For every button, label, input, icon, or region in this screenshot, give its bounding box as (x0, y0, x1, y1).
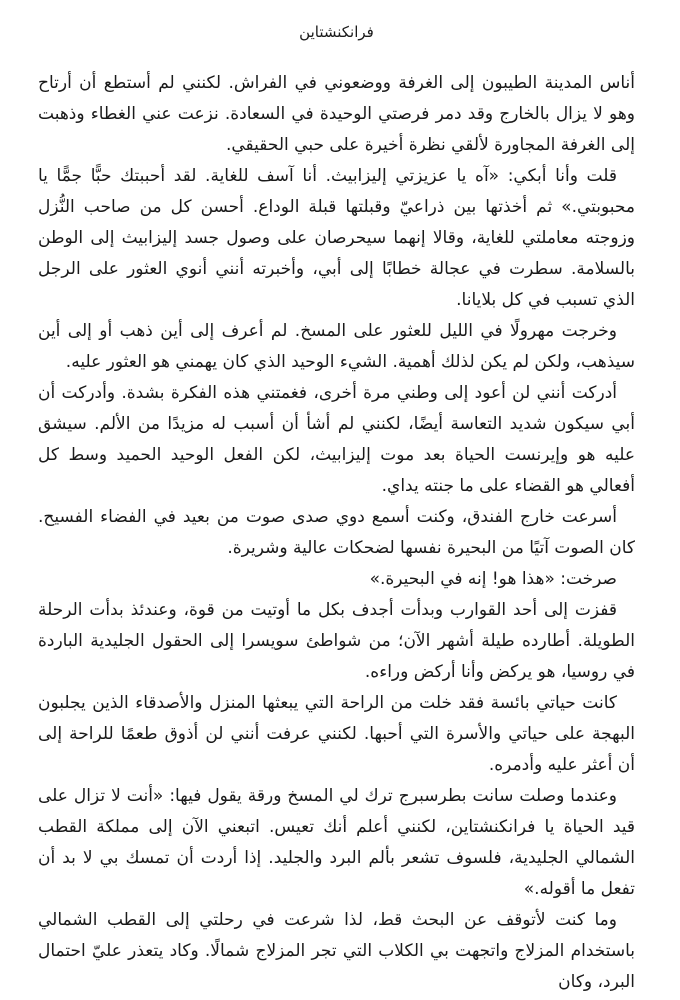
paragraph: قفزت إلى أحد القوارب وبدأت أجدف بكل ما أوتيت من قوة، وعندئذ بدأت الرحلة الطويلة. أطارده طيلة أشهر الآن؛ من شواطئ سويسرا إلى الحقول الجليدية الباردة في روسيا، هو يركض وأنا أركض وراءه. (38, 600, 635, 682)
paragraph: أدركت أنني لن أعود إلى وطني مرة أخرى، فغمتني هذه الفكرة بشدة. وأدركت أن أبي سيكون شديد التعاسة أيضًا، لكنني لم أشأ أن أسبب له مزيدًا من الألم. سيشق عليه هو وإيرنست الحياة بعد موت إليزابيث، لكن الفعل الوحيد الحميد وسط كل أفعالي هو القضاء على ما جنته يداي. (38, 383, 635, 496)
running-title: فرانكنشتاين (299, 23, 374, 41)
paragraph: وما كنت لأتوقف عن البحث قط، لذا شرعت في رحلتي إلى القطب الشمالي باستخدام المزلاج واتجهت بي الكلاب التي تجر المزلاج شمالًا. وكاد يتعذر عليّ احتمال البرد، وكان (38, 910, 635, 992)
paragraph: كانت حياتي بائسة فقد خلت من الراحة التي يبعثها المنزل والأصدقاء الذين يجلبون البهجة على حياتي والأسرة التي أحبها. لكنني عرفت أنني لن أذوق طعمًا للراحة إلى أن أعثر عليه وأدمره. (38, 693, 635, 775)
paragraph: وعندما وصلت سانت بطرسبرج ترك لي المسخ ورقة يقول فيها: «أنت لا تزال على قيد الحياة يا فرانكنشتاين، لكنني أعلم أنك تعيس. اتبعني الآن إلى مملكة القطب الشمالي الجليدية، فلسوف تشعر بألم البرد والجليد. إذا أردت أن تمسك بي لا بد أن تفعل ما أقوله.» (38, 786, 635, 899)
paragraph: قلت وأنا أبكي: «آه يا عزيزتي إليزابيث. أنا آسف للغاية. لقد أحببتك حبًّا جمًّا يا محبوبتي.» ثم أخذتها بين ذراعيّ وقبلتها قبلة الوداع. أحسن كل من صاحب النُّزل وزوجته معاملتي للغاية، وقالا إنهما سيحرصان على وصول جسد إليزابيث إلى الوطن بالسلامة. سطرت في عجالة خطابًا إلى أبي، وأخبرته أنني أنوي العثور على الرجل الذي تسبب في كل بلايانا. (38, 166, 635, 310)
paragraph: وخرجت مهرولًا في الليل للعثور على المسخ. لم أعرف إلى أين ذهب أو إلى أين سيذهب، ولكن لم يكن لذلك أهمية. الشيء الوحيد الذي كان يهمني هو العثور عليه. (38, 321, 635, 372)
body-text (38, 68, 635, 998)
paragraph: أناس المدينة الطيبون إلى الغرفة ووضعوني في الفراش. لكنني لم أستطع أن أرتاح وهو لا يزال بالخارج وقد دمر فرصتي الوحيدة في السعادة. نزعت عني الغطاء وذهبت إلى الغرفة المجاورة لألقي نظرة أخيرة على حبي الحقيقي. (38, 73, 635, 155)
paragraph: صرخت: «هذا هو! إنه في البحيرة.» (369, 569, 617, 589)
paragraph: أسرعت خارج الفندق، وكنت أسمع دوي صدى صوت من بعيد في الفضاء الفسيح. كان الصوت آتيًا من البحيرة نفسها لضحكات عالية وشريرة. (38, 507, 635, 558)
